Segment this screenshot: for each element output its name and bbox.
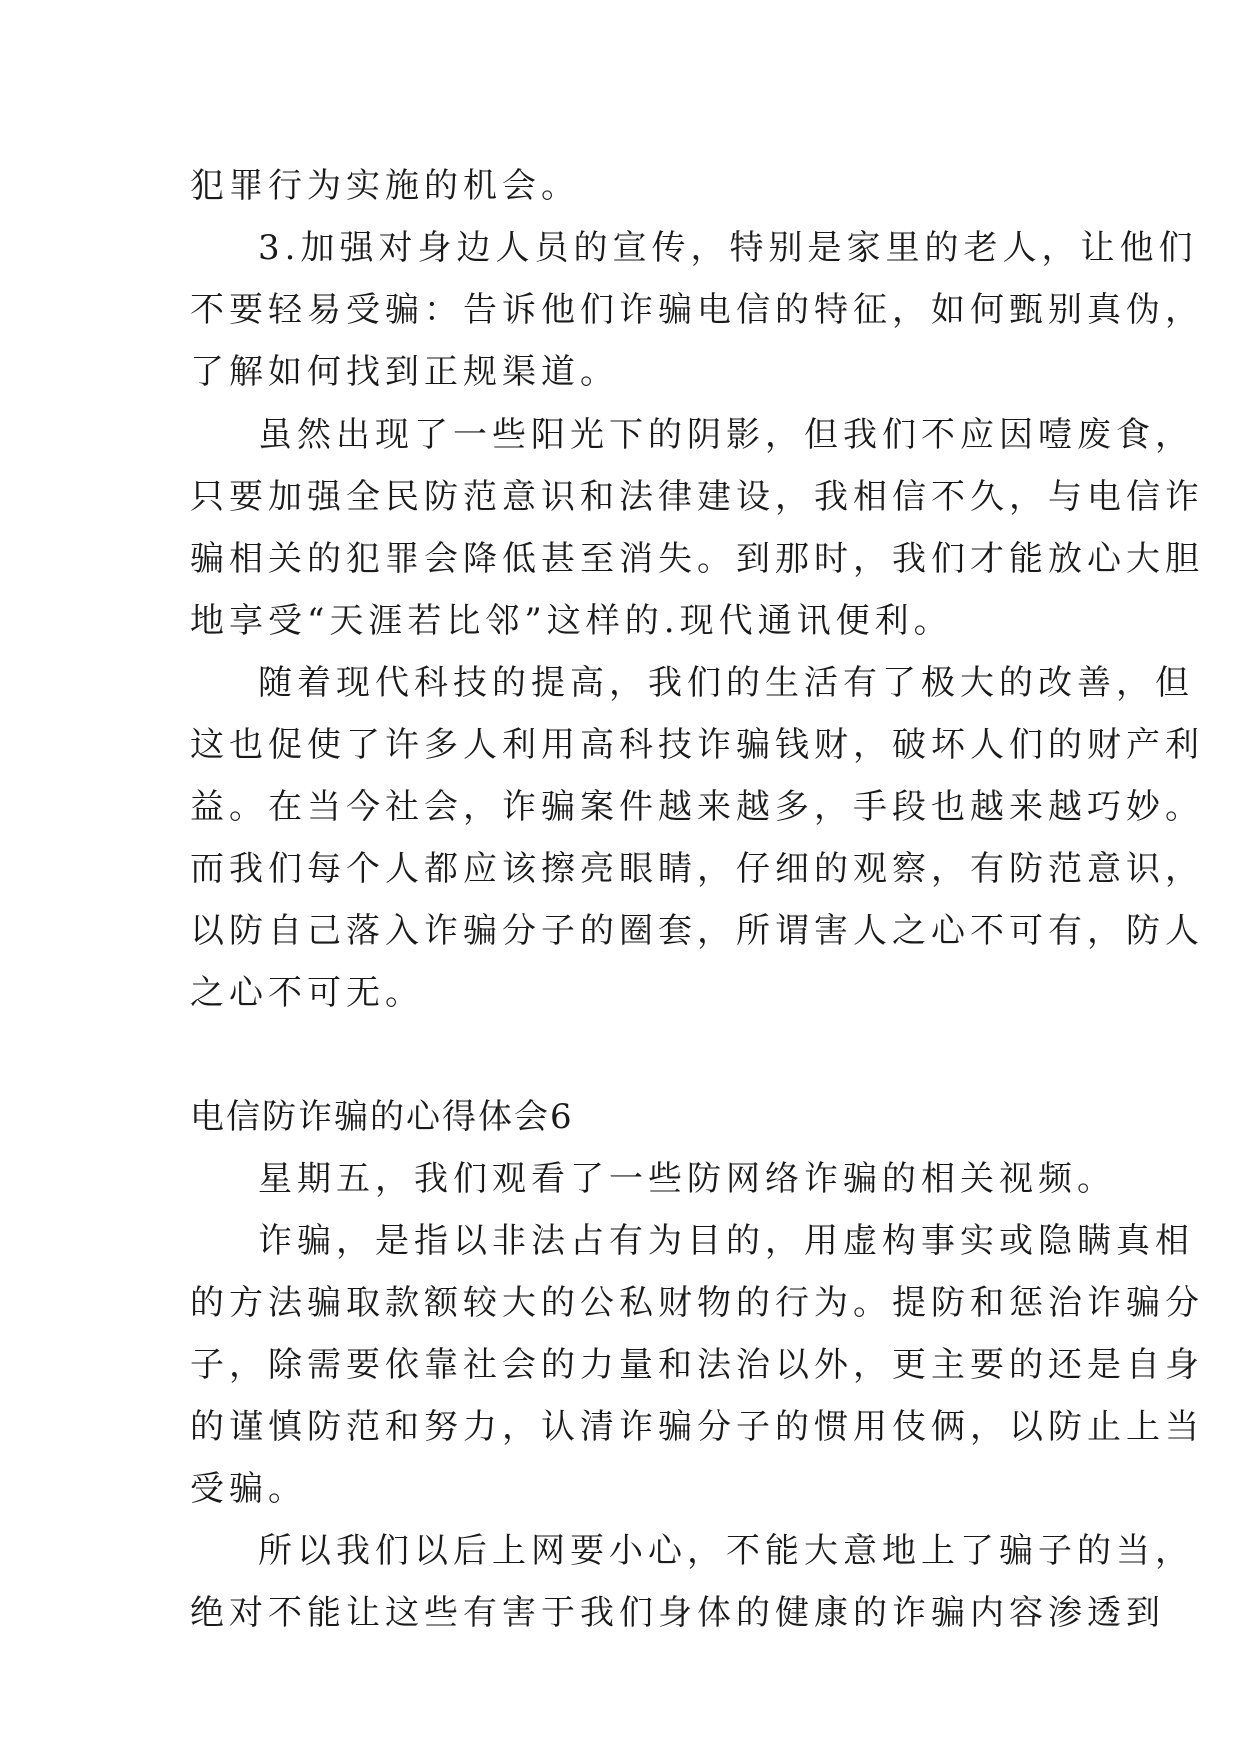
text-line: 子，除需要依靠社会的力量和法治以外，更主要的还是自身 — [190, 1345, 1204, 1385]
text-line: 虽然出现了一些阳光下的阴影，但我们不应因噎废食， — [258, 415, 1194, 455]
text-line: 以防自己落入诈骗分子的圈套，所谓害人之心不可有，防人 — [190, 911, 1204, 951]
text-line: 绝对不能让这些有害于我们身体的健康的诈骗内容渗透到 — [190, 1593, 1165, 1633]
text-line: 了解如何找到正规渠道。 — [190, 352, 619, 392]
text-line: 的方法骗取款额较大的公私财物的行为。提防和惩治诈骗分 — [190, 1283, 1204, 1323]
text-line: 诈骗，是指以非法占有为目的，用虚构事实或隐瞒真相 — [258, 1221, 1194, 1261]
text-line: 骗相关的犯罪会降低甚至消失。到那时，我们才能放心大胆 — [190, 539, 1204, 579]
text-line: 3.加强对身边人员的宣传，特别是家里的老人，让他们 — [258, 228, 1198, 268]
text-line: 而我们每个人都应该擦亮眼睛，仔细的观察，有防范意识， — [190, 849, 1204, 889]
text-line: 犯罪行为实施的机会。 — [190, 166, 580, 206]
text-line: 益。在当今社会，诈骗案件越来越多，手段也越来越巧妙。 — [190, 787, 1204, 827]
text-line: 之心不可无。 — [190, 973, 424, 1013]
section-heading: 电信防诈骗的心得体会6 — [190, 1097, 574, 1137]
text-line: 只要加强全民防范意识和法律建设，我相信不久，与电信诈 — [190, 477, 1204, 517]
text-line: 所以我们以后上网要小心，不能大意地上了骗子的当， — [258, 1531, 1194, 1571]
text-line: 随着现代科技的提高，我们的生活有了极大的改善，但 — [258, 663, 1194, 703]
text-line: 地享受“天涯若比邻”这样的.现代通讯便利。 — [190, 601, 953, 641]
text-line: 受骗。 — [190, 1469, 307, 1509]
text-line: 星期五，我们观看了一些防网络诈骗的相关视频。 — [258, 1159, 1116, 1199]
text-line: 不要轻易受骗：告诉他们诈骗电信的特征，如何甄别真伪， — [190, 290, 1204, 330]
text-line: 这也促使了许多人利用高科技诈骗钱财，破坏人们的财产利 — [190, 725, 1204, 765]
text-line: 的谨慎防范和努力，认清诈骗分子的惯用伎俩，以防止上当 — [190, 1407, 1204, 1447]
